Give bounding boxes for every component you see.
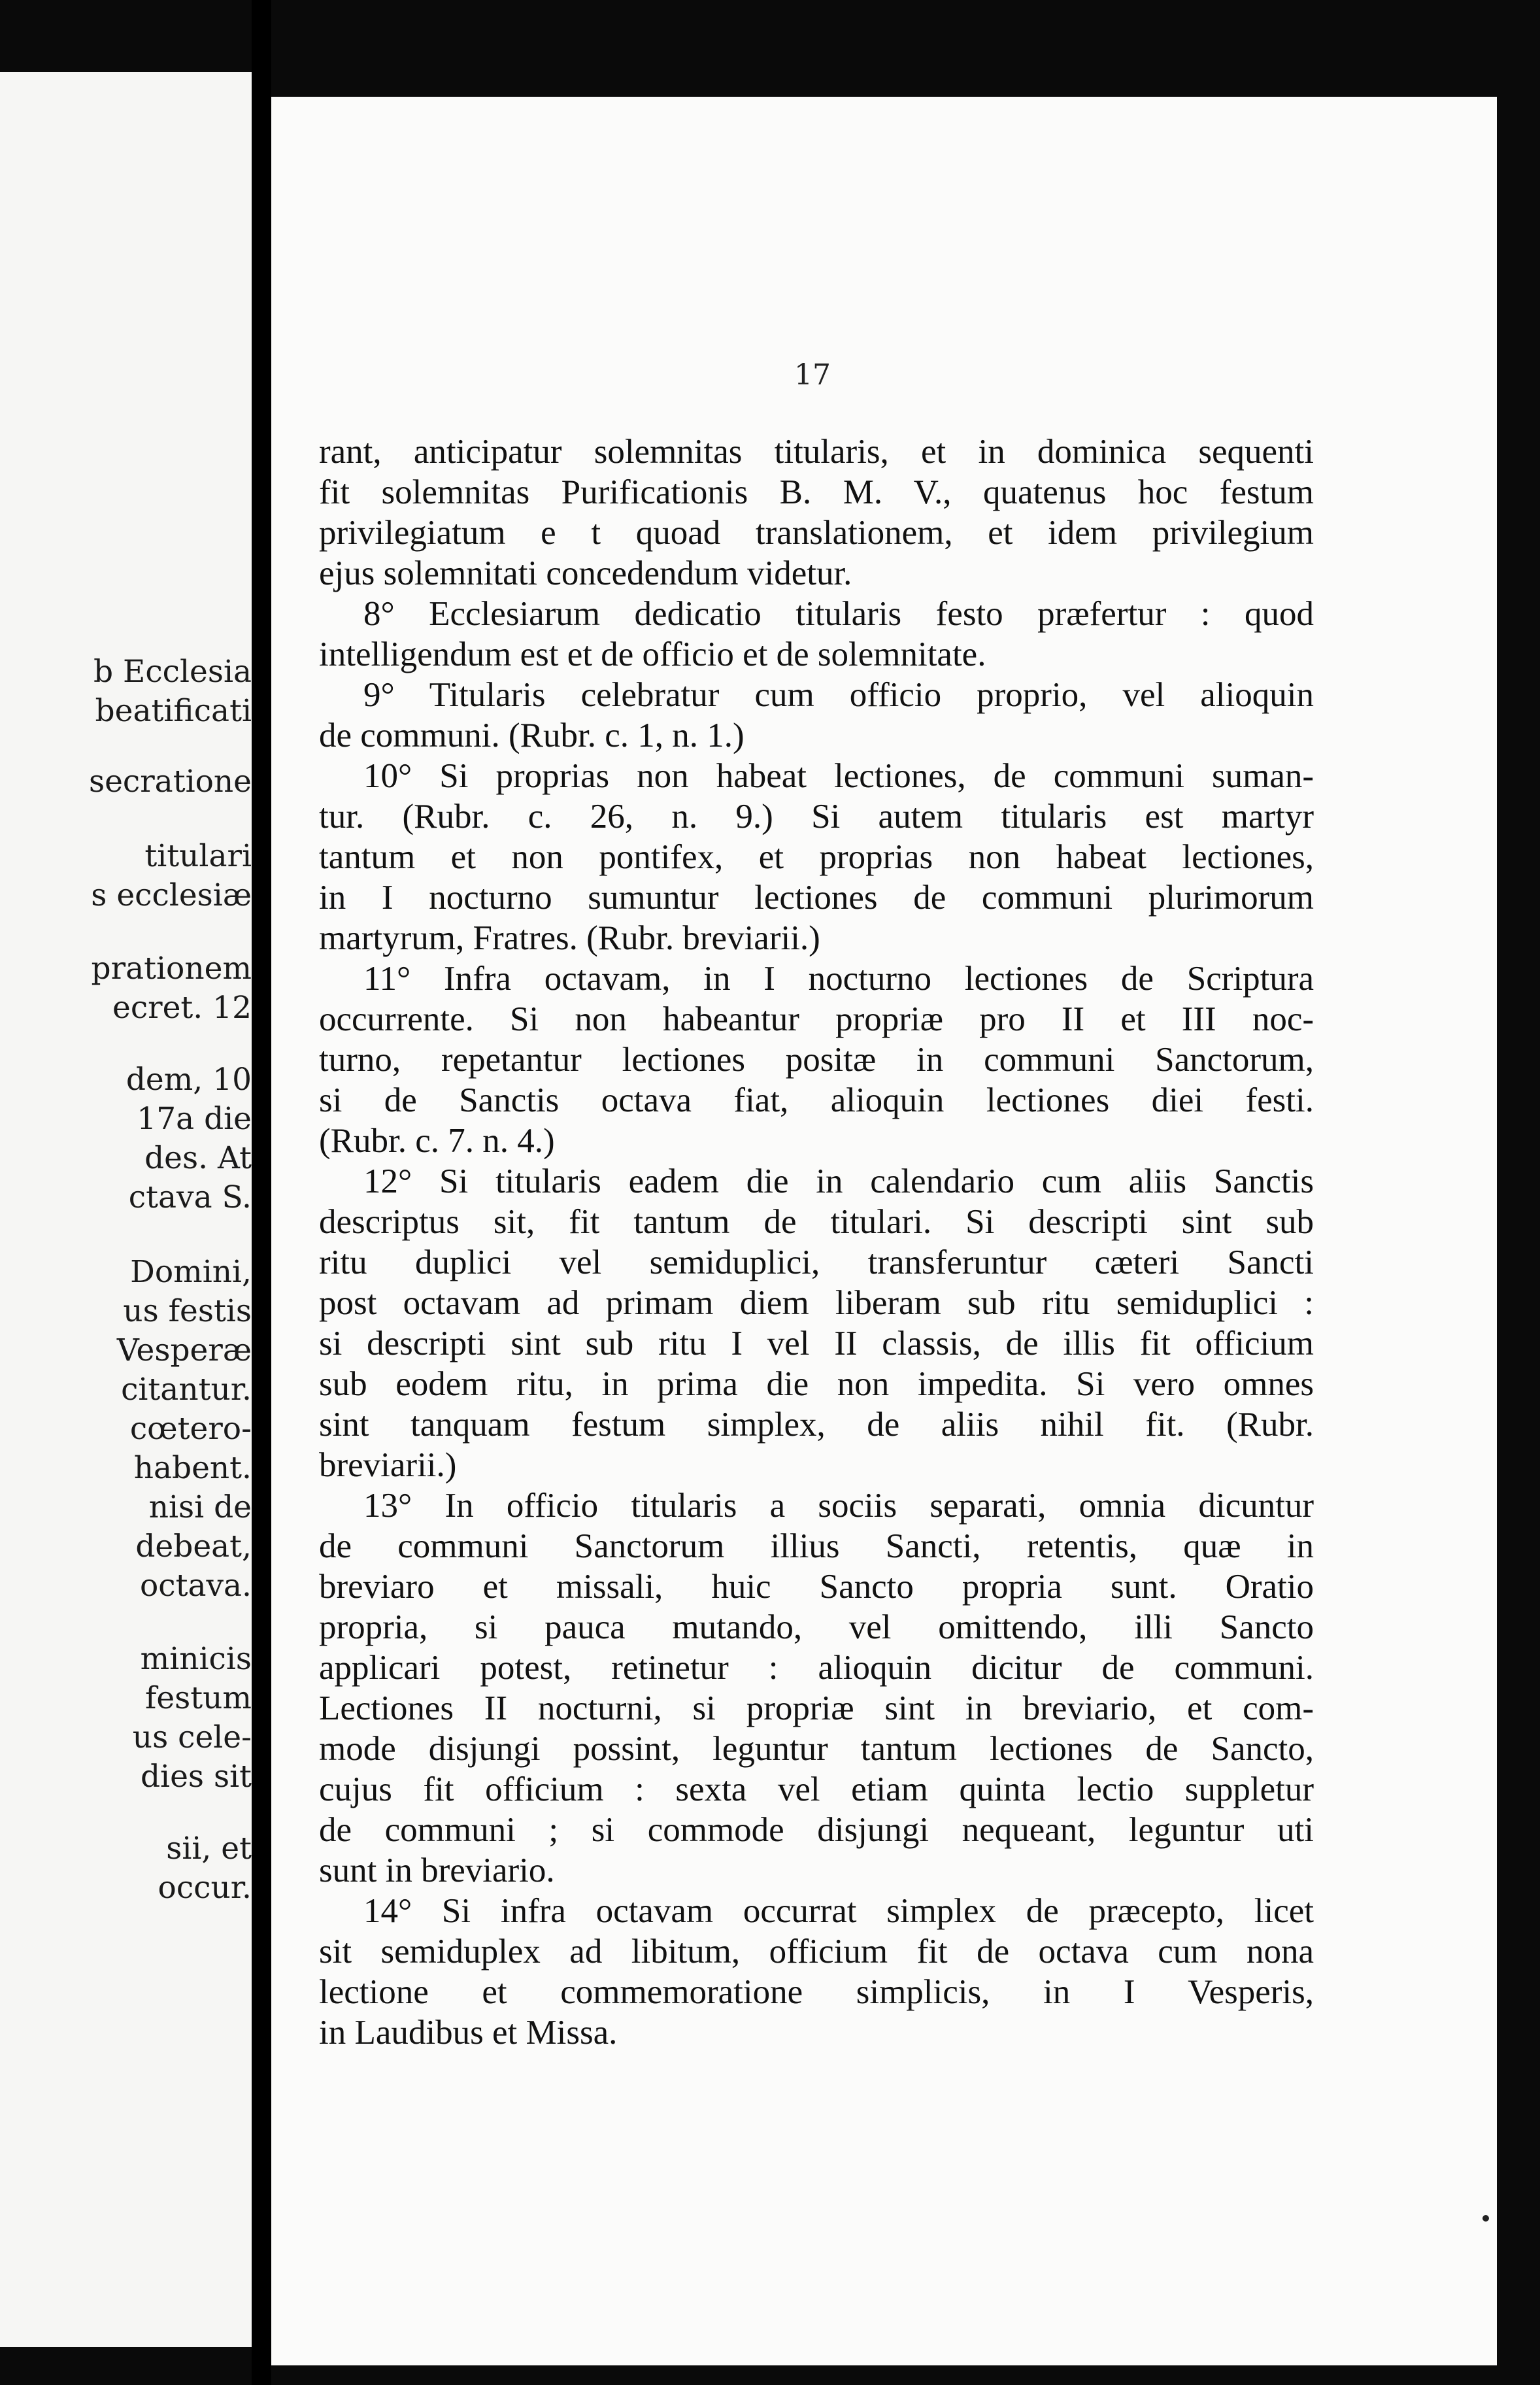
text-line: de communi. (Rubr. c. 1, n. 1.) [319, 717, 745, 754]
text-line: tur. (Rubr. c. 26, n. 9.) Si autem titularis est martyr [319, 798, 1314, 836]
left-page-line: ecret. 12 [112, 990, 252, 1026]
left-page-line: beatificati [95, 693, 252, 729]
text-line: sit semiduplex ad libitum, officium fit de octava cum nona [319, 1933, 1314, 1971]
left-page-line: citantur. [121, 1372, 252, 1408]
left-page-line: nisi de [148, 1489, 252, 1525]
text-line: 8° Ecclesiarum dedicatio titularis festo præfertur : quod [363, 595, 1314, 633]
text-line: sub eodem ritu, in prima die non impedita. Si vero omnes [319, 1365, 1314, 1403]
text-line: 9° Titularis celebratur cum officio proprio, vel alioquin [363, 676, 1314, 714]
left-page-line: s ecclesiæ [91, 877, 252, 913]
text-line: descriptus sit, fit tantum de titulari. Si descripti sint sub [319, 1203, 1314, 1241]
left-page-line: us cele- [132, 1719, 252, 1755]
left-page-line: debeat, [135, 1529, 252, 1565]
text-line: propria, si pauca mutando, vel omittendo, illi Sancto [319, 1608, 1314, 1646]
text-line: in I nocturno sumuntur lectiones de communi plurimorum [319, 879, 1314, 917]
text-line: tantum et non pontifex, et proprias non habeat lectiones, [319, 838, 1314, 876]
text-line: 13° In officio titularis a sociis separati, omnia dicuntur [363, 1487, 1314, 1525]
text-line: sint tanquam festum simplex, de aliis nihil fit. (Rubr. [319, 1406, 1314, 1444]
text-line: lectione et commemoratione simplicis, in I Vesperis, [319, 1973, 1314, 2011]
book-gutter [252, 0, 271, 2385]
text-line: 14° Si infra octavam occurrat simplex de præcepto, licet [363, 1892, 1314, 1930]
left-page-line: us festis [123, 1293, 252, 1329]
left-page-line: prationem [91, 951, 252, 987]
text-line: cujus fit officium : sexta vel etiam quinta lectio suppletur [319, 1770, 1314, 1808]
text-line: si de Sanctis octava fiat, alioquin lectiones diei festi. [319, 1081, 1314, 1119]
left-page-line: secratione [88, 764, 252, 800]
left-page-line: habent. [133, 1450, 252, 1486]
text-line: privilegiatum e t quoad translationem, et idem privilegium [319, 514, 1314, 552]
page-number: 17 [794, 358, 831, 392]
text-line: occurrente. Si non habeantur propriæ pro II et III noc- [319, 1000, 1314, 1038]
left-page-line: titulari [144, 838, 252, 874]
text-line: de communi Sanctorum illius Sancti, retentis, quæ in [319, 1527, 1314, 1565]
text-line: 12° Si titularis eadem die in calendario cum aliis Sanctis [363, 1162, 1314, 1200]
left-page-line: cœtero- [129, 1411, 252, 1447]
left-page-line: sii, et [166, 1831, 252, 1867]
text-line: intelligendum est et de officio et de solemnitate. [319, 635, 986, 673]
text-line: de communi ; si commode disjungi nequeant, leguntur uti [319, 1811, 1314, 1849]
left-page-line: Vesperæ [116, 1332, 252, 1368]
text-line: si descripti sint sub ritu I vel II classis, de illis fit officium [319, 1325, 1314, 1362]
text-line: 10° Si proprias non habeat lectiones, de communi suman- [363, 757, 1314, 795]
text-line: breviaro et missali, huic Sancto propria sunt. Oratio [319, 1568, 1314, 1606]
body-text [319, 431, 1314, 2053]
text-line: Lectiones II nocturni, si propriæ sint in breviario, et com- [319, 1689, 1314, 1727]
left-page-line: b Ecclesia [93, 654, 252, 690]
left-page-line: dies sit [140, 1759, 252, 1795]
left-page-line: minicis [140, 1641, 252, 1677]
left-page-line: festum [144, 1680, 252, 1716]
text-line: breviarii.) [319, 1446, 457, 1484]
left-page-line: occur. [158, 1870, 252, 1906]
text-line: sunt in breviario. [319, 1852, 555, 1889]
left-page-line: dem, 10 [126, 1062, 252, 1098]
text-line: (Rubr. c. 7. n. 4.) [319, 1122, 555, 1160]
text-line: turno, repetantur lectiones positæ in communi Sanctorum, [319, 1041, 1314, 1079]
left-page-line: ctava S. [128, 1179, 252, 1215]
text-line: martyrum, Fratres. (Rubr. breviarii.) [319, 919, 820, 957]
text-line: ritu duplici vel semiduplici, transferuntur cæteri Sancti [319, 1243, 1314, 1281]
text-line: 11° Infra octavam, in I nocturno lectiones de Scriptura [363, 960, 1314, 998]
text-line: rant, anticipatur solemnitas titularis, et in dominica sequenti [319, 433, 1314, 471]
left-page-line: octava. [139, 1568, 252, 1604]
text-line: post octavam ad primam diem liberam sub ritu semiduplici : [319, 1284, 1314, 1322]
left-page-line: 17a die [137, 1101, 252, 1137]
edge-mark [1482, 2215, 1489, 2222]
text-line: in Laudibus et Missa. [319, 2014, 618, 2052]
text-line: fit solemnitas Purificationis B. M. V., quatenus hoc festum [319, 473, 1314, 511]
left-page-line: Domini, [130, 1254, 252, 1290]
left-page-line: des. At [144, 1140, 252, 1176]
text-line: ejus solemnitati concedendum videtur. [319, 554, 852, 592]
text-line: mode disjungi possint, leguntur tantum lectiones de Sancto, [319, 1730, 1314, 1768]
left-page-fragment [0, 72, 252, 2347]
text-line: applicari potest, retinetur : alioquin dicitur de communi. [319, 1649, 1314, 1687]
